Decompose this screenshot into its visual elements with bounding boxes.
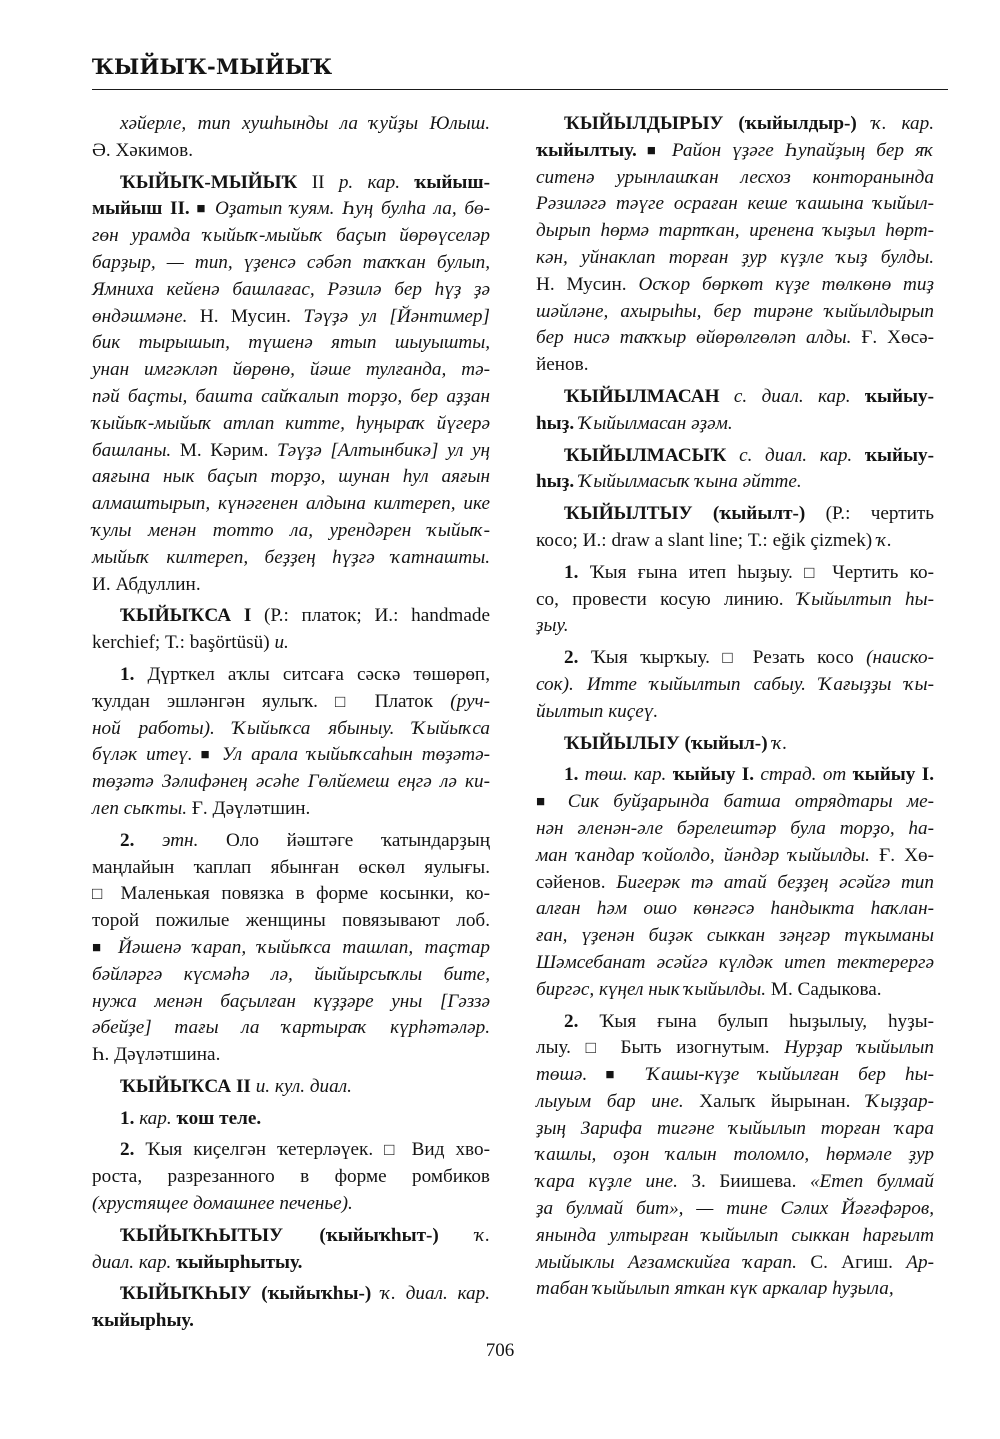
italic-text: с. диал. кар.	[726, 444, 853, 466]
entry-line	[536, 1196, 934, 1223]
dictionary-entry	[92, 828, 490, 1069]
italic-text: унан имгәкләп йөрөнө, йәше тулғанда, тә-	[92, 359, 490, 381]
entry-line	[92, 689, 490, 716]
body-text: Резать косо	[740, 647, 867, 669]
translation-marker-icon: □	[384, 1140, 401, 1160]
headword-text: мыйыш II.	[92, 198, 190, 220]
headword-text: ҠЫЙЫҠҺЫТЫУ	[120, 1224, 284, 1246]
entry-line	[92, 1137, 490, 1164]
italic-text: хәйерле, тип хушһынды ла ҡуйҙы Юлыш.	[120, 113, 490, 134]
italic-text: йылтып киҫеү.	[536, 700, 659, 722]
entry-line	[536, 218, 934, 245]
headword-text: 1.	[564, 764, 579, 786]
body-text: Ҡыя ҡырҡыу.	[578, 647, 723, 669]
entry-line	[536, 352, 934, 379]
italic-text: ҡашлы, оҙон ҡалын толомло, һөрмәле ҙур	[536, 1144, 934, 1166]
italic-text: алмаштырып, күнәгенен алдына килтереп, ике	[92, 493, 490, 515]
translation-marker-icon: □	[722, 648, 741, 668]
entry-line	[536, 469, 934, 496]
headword-text: 1.	[120, 1107, 135, 1129]
italic-text: ҡ.	[767, 732, 788, 754]
example-marker-icon: ■	[189, 201, 215, 218]
entry-line	[92, 170, 490, 197]
italic-text: ҡара күҙле ине.	[536, 1171, 678, 1193]
body-text: (Р.: платок; И.: handmade	[251, 605, 490, 627]
headword-text: ҡыйыу I.	[666, 764, 755, 786]
dictionary-entry	[92, 1074, 490, 1101]
entry-line	[92, 962, 490, 989]
entry-line	[92, 1015, 490, 1042]
headword-text: 2.	[564, 1010, 579, 1032]
entry-line	[92, 742, 490, 769]
italic-text: (наиско-	[866, 647, 934, 669]
entry-line	[92, 1074, 490, 1101]
entry-line	[92, 1250, 490, 1277]
entry-line	[92, 330, 490, 357]
headword-text: ҡыйырһытыу.	[171, 1251, 303, 1273]
headword-text: ҡыйырһыу.	[92, 1310, 194, 1332]
entry-line	[536, 1089, 934, 1116]
body-text: Быть изогнутым.	[605, 1037, 785, 1059]
italic-text: ҡ.	[876, 529, 892, 551]
italic-text: р. кар.	[338, 171, 400, 193]
italic-text: (руч-	[450, 690, 491, 712]
dictionary-entry	[536, 1009, 934, 1304]
body-text: kerchief; Т.: başörtüsü)	[92, 632, 275, 654]
italic-text: табан ҡыйылып яткан күк аркалар һуҙыла,	[536, 1278, 894, 1300]
body-text: Платок	[357, 690, 451, 712]
entry-line	[536, 1062, 934, 1089]
body-text: Ҡыя ғына итеп һыҙыу.	[578, 561, 805, 583]
entry-line	[92, 630, 490, 657]
entry-line	[92, 603, 490, 630]
entry-line	[92, 1308, 490, 1335]
entry-line	[536, 762, 934, 789]
entry-line	[536, 1035, 934, 1062]
body-text: З. Биишева.	[677, 1171, 810, 1193]
dictionary-entry	[536, 384, 934, 438]
italic-text: өндәшмәне.	[92, 305, 188, 327]
dictionary-entry	[92, 111, 490, 165]
left-column	[92, 111, 490, 1340]
headword-text: ҡош теле.	[171, 1107, 262, 1129]
translation-marker-icon: □	[92, 884, 110, 904]
headword-text: 2.	[120, 829, 135, 851]
headword-text: ҠЫЙЫҠСА I	[120, 605, 252, 627]
italic-text: Ҡыйылтып һы-	[796, 588, 934, 610]
headword-text: (ҡыйылдыр-)	[723, 113, 857, 134]
entry-line	[92, 277, 490, 304]
headword-text: ҠЫЙЫЛТЫУ	[564, 503, 693, 525]
body-text: Чертить ко-	[820, 561, 934, 583]
entry-line	[536, 299, 934, 326]
entry-line	[536, 443, 934, 470]
italic-text: ған, үҙенән биҙәк сыккан зәңгәр түкыманы	[536, 925, 934, 947]
body-text: ҡулдан эшләнгән яулыҡ.	[92, 690, 335, 712]
italic-text: алған һәм ошо көнгәсә һандыкта һаҡлан-	[536, 898, 934, 920]
body-text: Һ. Дәүләтшина.	[92, 1044, 221, 1066]
entry-line	[92, 304, 490, 331]
translation-marker-icon: □	[585, 1038, 606, 1058]
entry-line	[92, 1164, 490, 1191]
italic-text: бәйләргә күсмәһә лә, йыйырсыҡлы бите,	[92, 963, 490, 985]
entry-line	[536, 325, 934, 352]
entry-line	[92, 908, 490, 935]
entry-line	[536, 645, 934, 672]
italic-text: и.	[274, 632, 289, 654]
italic-text: Ҡыйылмасан әҙәм.	[574, 412, 733, 434]
entry-line	[536, 411, 934, 438]
dictionary-entry	[536, 731, 934, 758]
italic-text: ситенә урынлашҡан лесхоз конторанында	[536, 166, 934, 188]
entry-line	[536, 384, 934, 411]
entry-line	[92, 250, 490, 277]
entry-line	[536, 245, 934, 272]
italic-text: этн.	[134, 829, 199, 851]
entry-line	[536, 501, 934, 528]
italic-text: «Етеп булмай	[809, 1171, 934, 1193]
body-text: (Р.: чертить	[805, 503, 934, 525]
dictionary-entry	[92, 170, 490, 599]
headword-text: һыҙ.	[536, 471, 575, 493]
entry-line	[92, 223, 490, 250]
body-text: II	[297, 171, 339, 193]
entry-line	[92, 138, 490, 165]
italic-text: ҡ. диал. кар.	[371, 1283, 490, 1305]
entry-line	[92, 881, 490, 908]
headword-text: ҠЫЙЫЛМАСАН	[564, 385, 720, 407]
italic-text: Осҡор бөркөт күҙе төлкөнө тиҙ	[638, 273, 934, 295]
entry-line	[536, 977, 934, 1004]
dictionary-entry	[92, 1137, 490, 1217]
entry-line	[536, 191, 934, 218]
italic-text: Сик буйҙарында батша отрядтары ме-	[567, 791, 934, 813]
headword-text: ҠЫЙЫЛДЫРЫУ	[564, 113, 724, 134]
entry-line	[92, 572, 490, 599]
headword-text: 1.	[564, 561, 579, 583]
entry-line	[536, 165, 934, 192]
entry-line	[92, 716, 490, 743]
italic-text: Ямниха кейенә башлағас, Рәзилә бер һүҙ ҙә	[92, 278, 490, 300]
italic-text: Тәүҙә ул [Йәнтимер]	[303, 305, 490, 327]
italic-text: Ҡашы-күҙе ҡыйылған бер һы-	[646, 1064, 934, 1086]
body-text: йенов.	[536, 354, 589, 376]
example-marker-icon: ■	[192, 747, 222, 764]
italic-text: биргәс, күңел нык ҡыйылды.	[536, 978, 767, 1000]
body-text: Халыҡ йырынан.	[683, 1090, 867, 1112]
headword-text: ҡыйыу I.	[846, 764, 934, 786]
body-text: Маленькая повязка в форме косынки, ко-	[109, 883, 490, 905]
italic-text: с. диал. кар.	[719, 385, 851, 407]
running-head: ҠЫЙЫҠ-МЫЙЫҠ	[92, 54, 333, 79]
headword-text: ҡыйылтыу.	[536, 139, 637, 161]
italic-text: сок). Итте ҡыйылтып сабыу. Ҡағыҙҙы ҡы-	[536, 673, 934, 695]
italic-text: шәйләне, ахырыһы, бер тирәне ҡыйылдырып	[536, 300, 934, 322]
body-text: торой пожилые женщины повязывают лоб.	[92, 910, 490, 932]
entry-line	[536, 672, 934, 699]
entry-line	[92, 438, 490, 465]
italic-text: пәй баҫты, башта сайҡалып торҙо, бер аҙҙан	[92, 385, 490, 407]
italic-text: Оҙатып ҡуям. Һуң булһа ла, бө-	[214, 198, 490, 220]
entry-line	[92, 464, 490, 491]
dictionary-entry	[536, 501, 934, 555]
entry-line	[92, 357, 490, 384]
italic-text: лыуым бар ине.	[536, 1090, 684, 1112]
italic-text: ҡ. кар.	[856, 113, 935, 134]
body-text: косо; И.: draw a slant line; Т.: eğik çizmek)	[536, 529, 877, 551]
italic-text: бүләк итеү.	[92, 744, 193, 766]
italic-text: (хрустящее домашнее печенье).	[92, 1193, 353, 1215]
italic-text: бер нисә таҡҡыр өйөрөлгөләп алды.	[536, 327, 852, 349]
translation-marker-icon: □	[804, 562, 821, 582]
entry-line	[536, 789, 934, 816]
entry-line	[92, 491, 490, 518]
right-column	[536, 111, 934, 1308]
entry-line	[92, 384, 490, 411]
headword-text: (ҡыйылт-)	[692, 503, 806, 525]
entry-line	[92, 662, 490, 689]
italic-text: страд. от	[754, 764, 847, 786]
entry-line	[92, 1223, 490, 1250]
body-text: Оло йәштәге ҡатындарҙың	[198, 829, 491, 851]
page-number: 706	[485, 1340, 515, 1361]
italic-text: Ҡыйылмасыҡ ҡына әйтте.	[574, 471, 802, 493]
italic-text: Ҡыҙҙар-	[866, 1090, 934, 1112]
italic-text: янында ултырған ҡыйылып сыккан һарғылт	[536, 1224, 934, 1246]
italic-text: ҙың Зарифа тигәне ҡыйылып торған ҡара	[536, 1117, 934, 1139]
entry-line	[92, 935, 490, 962]
entry-line	[536, 111, 934, 138]
body-text: Вид хво-	[400, 1139, 490, 1161]
body-text: Ғ. Дәүләтшин.	[187, 797, 311, 819]
entry-line	[536, 731, 934, 758]
example-marker-icon: ■	[636, 142, 672, 159]
dictionary-entry	[536, 762, 934, 1003]
italic-text: кән, уйнаклап торған ҙур күҙле ҡыҙ булды.	[536, 246, 934, 268]
body-text: Дүрткел аҡлы ситсаға сәскә төшөрөп,	[134, 663, 490, 685]
dictionary-entry	[92, 603, 490, 657]
dictionary-entry	[536, 645, 934, 725]
italic-text: и. кул. диал.	[250, 1075, 352, 1097]
entry-line	[536, 816, 934, 843]
italic-text: кар.	[134, 1107, 172, 1129]
italic-text: Ар-	[906, 1251, 934, 1273]
example-marker-icon: ■	[587, 1067, 647, 1084]
body-text: Ғ. Хөсә-	[851, 327, 935, 349]
entry-line	[536, 950, 934, 977]
entry-line	[92, 1106, 490, 1133]
italic-text: барҙыр, — тип, үҙенсә сәбәп таҡҡан булып,	[92, 251, 490, 273]
italic-text: төҙәтә Зәлифәнең әсәһе Гөлйемеш еңгә лә ки-	[92, 771, 490, 793]
entry-line	[536, 923, 934, 950]
entry-line	[92, 518, 490, 545]
dictionary-entry	[92, 662, 490, 823]
headword-text: ҡыйыу-	[852, 444, 934, 466]
body-text: Н. Мусин.	[536, 273, 639, 295]
body-text: лыу.	[536, 1037, 586, 1059]
dictionary-entry	[92, 1223, 490, 1277]
italic-text: Шәмсебанат әсәйгә күлдәк итеп тектерергә	[536, 951, 934, 973]
entry-line	[92, 1191, 490, 1218]
entry-line	[536, 1116, 934, 1143]
headword-text: (ҡыйыл-)	[679, 732, 768, 754]
entry-line	[92, 196, 490, 223]
dictionary-entry	[536, 443, 934, 497]
body-text: со, провести косую линию.	[536, 588, 797, 610]
italic-text: Тәүҙә [Алтынбикә] ул уң	[276, 439, 490, 461]
entry-line	[536, 1276, 934, 1303]
entry-line	[92, 545, 490, 572]
entry-line	[92, 411, 490, 438]
body-text: С. Агиш.	[796, 1251, 907, 1273]
italic-text: әбейҙе] тағы ла ҡартыраҡ күрһәтәләр.	[92, 1017, 490, 1039]
italic-text: Бигерәк тә атай беҙҙең әсәйгә тип	[616, 871, 934, 893]
entry-line	[92, 111, 490, 138]
body-text: М. Садыкова.	[766, 978, 882, 1000]
entry-line	[92, 796, 490, 823]
entry-line	[536, 1142, 934, 1169]
headword-text: ҡыйыш-	[400, 171, 491, 193]
entry-line	[536, 1223, 934, 1250]
example-marker-icon: ■	[92, 939, 119, 956]
body-text: Ғ. Хө-	[869, 844, 934, 866]
dictionary-entry	[92, 1281, 490, 1335]
headword-text: ҠЫЙЫҠ-МЫЙЫҠ	[120, 171, 298, 193]
body-text: маңлайын ҡаплап ябынған өскөл яулығы.	[92, 856, 490, 878]
italic-text: ҙыу.	[536, 615, 569, 637]
italic-text: төшә.	[536, 1064, 588, 1086]
italic-text: нән әленән-әле бәрелештәр була торҙо, һа-	[536, 817, 934, 839]
body-text: М. Кәрим.	[171, 439, 277, 461]
entry-line	[536, 528, 934, 555]
italic-text: Рәзиләгә тәүге осраған кеше ҡашына ҡыйыл-	[536, 193, 934, 215]
entry-line	[536, 843, 934, 870]
italic-text: диал. кар.	[92, 1251, 172, 1273]
dictionary-entry	[536, 560, 934, 640]
italic-text: төш. кар.	[578, 764, 667, 786]
headword-text: ҠЫЙЫҠСА II	[120, 1075, 251, 1097]
body-text: сәйенов.	[536, 871, 617, 893]
entry-line	[92, 828, 490, 855]
body-text: Ҡыя ғына булып һыҙылыу, һуҙы-	[578, 1010, 934, 1032]
headword-text: (ҡыйыҡһы-)	[251, 1283, 372, 1305]
example-marker-icon: ■	[536, 794, 568, 811]
body-text: Н. Мусин.	[187, 305, 304, 327]
entry-line	[92, 855, 490, 882]
entry-line	[536, 1009, 934, 1036]
italic-text: аяғына нык баҫып торҙо, шунан һул аяғын	[92, 466, 490, 488]
entry-line	[92, 1042, 490, 1069]
italic-text: Йәшенә ҡарап, ҡыйыҡса ташлап, таҫтар	[118, 936, 491, 958]
entry-line	[92, 769, 490, 796]
dictionary-entry	[536, 111, 934, 379]
italic-text: Район үҙәге Һупайҙың бер яҡ	[671, 139, 934, 161]
italic-text: ҙа булмай бит», — тине Сәлих Йәғәфәров,	[536, 1198, 934, 1220]
entry-line	[536, 272, 934, 299]
italic-text: мыйыҡ килтереп, беҙҙең һүҙгә ҡатнашты.	[92, 546, 490, 568]
entry-line	[536, 896, 934, 923]
italic-text: дырып һөрмә тартҡан, иренена ҡыҙыл һөрт-	[536, 220, 934, 242]
italic-text: ман ҡандар ҡойолдо, йәндәр ҡыйылды.	[536, 844, 870, 866]
italic-text: ҡ.	[438, 1224, 490, 1246]
headword-text: 2.	[564, 647, 579, 669]
headword-text: һыҙ.	[536, 412, 575, 434]
headword-text: 1.	[120, 663, 135, 685]
entry-line	[536, 870, 934, 897]
translation-marker-icon: □	[334, 691, 358, 711]
headword-text: ҠЫЙЫҠҺЫУ	[120, 1283, 252, 1305]
entry-line	[536, 560, 934, 587]
italic-text: бик тырышып, түшенә ятып шыуышты,	[92, 332, 490, 354]
italic-text: ҡыйыҡ-мыйыҡ атлап китте, һуңыраҡ йүгерә	[92, 412, 490, 434]
italic-text: ной работы). Ҡыйыҡса ябыныу. Ҡыйыҡса	[92, 717, 490, 739]
headword-text: (ҡыйыҡһыт-)	[283, 1224, 439, 1246]
italic-text: Нурҙар ҡыйылып	[784, 1037, 934, 1059]
headword-text: ҠЫЙЫЛЫУ	[564, 732, 680, 754]
italic-text: Ул арала ҡыйыҡсаһын төҙәтә-	[221, 744, 490, 766]
italic-text: башланы.	[92, 439, 172, 461]
entry-line	[536, 1250, 934, 1277]
entry-line	[536, 699, 934, 726]
headword-text: 2.	[120, 1139, 135, 1161]
entry-line	[536, 1169, 934, 1196]
italic-text: леп сыҡты.	[92, 797, 188, 819]
headword-text: ҠЫЙЫЛМАСЫҠ	[564, 444, 727, 466]
entry-line	[536, 138, 934, 165]
dictionary-entry	[92, 1106, 490, 1133]
header-rule	[92, 89, 948, 90]
entry-line	[536, 587, 934, 614]
headword-text: ҡыйыу-	[850, 385, 934, 407]
italic-text: гөн урамда ҡыйыҡ-мыйыҡ баҫып йөрөүселәр	[92, 225, 490, 247]
entry-line	[92, 989, 490, 1016]
italic-text: ҡулы менән тотто ла, урендәрен ҡыйыҡ-	[92, 519, 490, 541]
body-text: И. Абдуллин.	[92, 573, 201, 595]
italic-text: мыйыклы Ағзамскийға ҡарап.	[536, 1251, 797, 1273]
italic-text: нужа менән баҫылған күҙҙәре уны [Гәззә	[92, 990, 490, 1012]
body-text: Ә. Хәкимов.	[92, 139, 194, 161]
body-text: роста, разрезанного в форме ромбиков	[92, 1166, 490, 1188]
body-text: Ҡыя киҫелгән ҡетерләүек.	[134, 1139, 385, 1161]
entry-line	[536, 613, 934, 640]
entry-line	[92, 1281, 490, 1308]
